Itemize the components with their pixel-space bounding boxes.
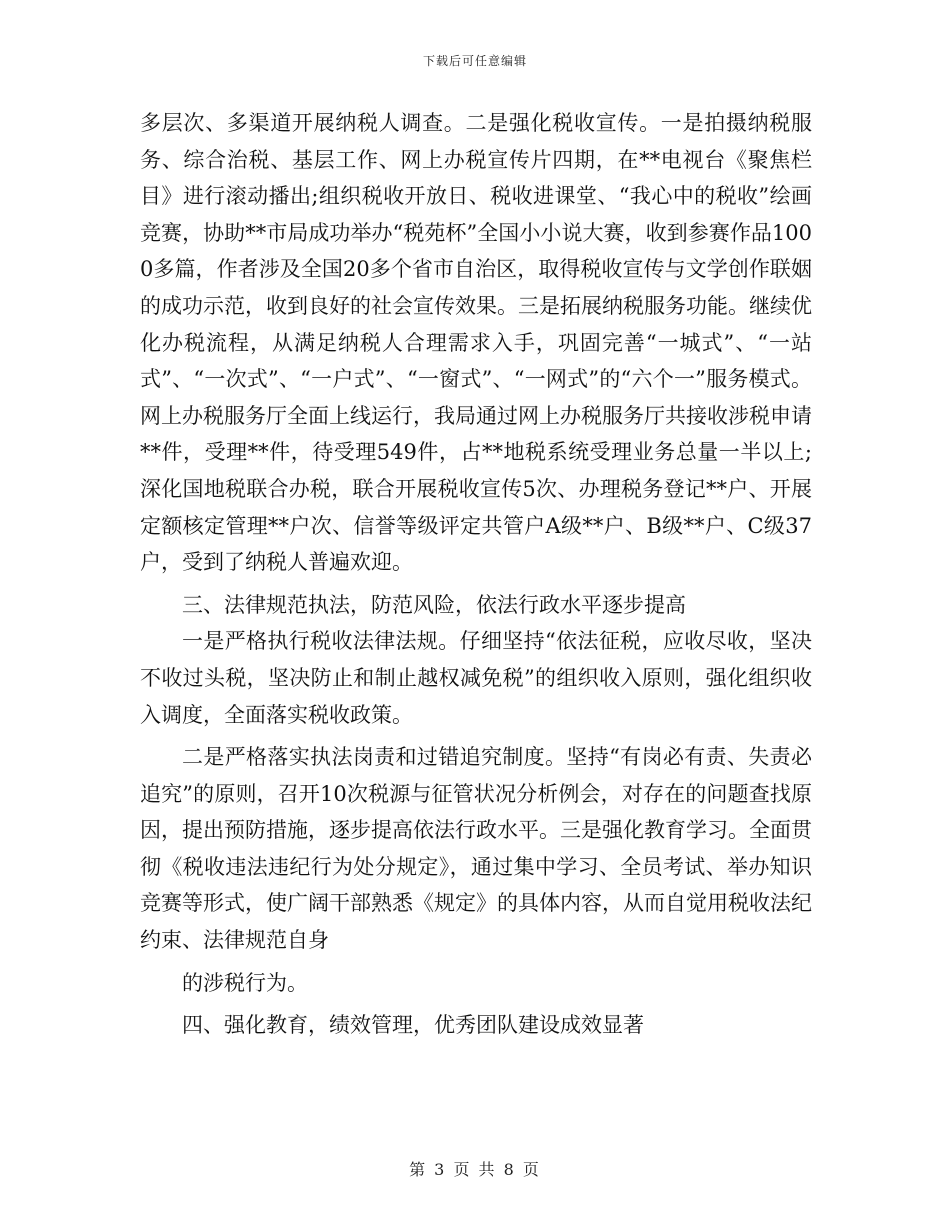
page-number-footer: 第 3 页 共 8 页 — [409, 1160, 541, 1179]
document-body — [140, 105, 812, 1044]
page-header: 下载后可任意编辑 — [422, 54, 527, 68]
section-heading-team-building: 四、强化教育，绩效管理，优秀团队建设成效显著 — [182, 1013, 644, 1038]
paragraph-tax-law: 一是严格执行税收法律法规。仔细坚持“依法征税，应收尽收，坚决不收过头税，坚决防止和制止越权减免税”的组织收入原则，强化组织收入调度，全面落实税收政策。 — [140, 629, 812, 727]
section-heading-law-enforcement: 三、法律规范执法，防范风险，依法行政水平逐步提高 — [182, 592, 686, 617]
paragraph-tax-service: 多层次、多渠道开展纳税人调查。二是强化税收宣传。一是拍摄纳税服务、综合治税、基层工作、网上办税宣传片四期，在**电视台《聚焦栏目》进行滚动播出;组织税收开放日、税收进课堂、“我心中的税收”绘画竞赛，协助**市局成功举办“税苑杯”全国小小说大赛，收到参赛作品1000多篇，作者涉及全国20多个省市自治区，取得税收宣传与文学创作联姻的成功示范，收到良好的社会宣传效果。三是拓展纳税服务功能。继续优化办税流程，从满足纳税人合理需求入手，巩固完善“一城式”、“一站式”、“一次式”、“一户式”、“一窗式”、“一网式”的“六个一”服务模式。网上办税服务厅全面上线运行，我局通过网上办税服务厅共接收涉税申请**件，受理**件，待受理549件，占**地税系统受理业务总量一半以上;深化国地税联合办税，联合开展税收宣传5次、办理税务登记**户、开展定额核定管理**户次、信誉等级评定共管户A级**户、B级**户、C级37户，受到了纳税人普遍欢迎。 — [140, 111, 812, 575]
paragraph-accountability: 二是严格落实执法岗责和过错追究制度。坚持“有岗必有责、失责必追究”的原则，召开10次税源与征管状况分析例会，对存在的问题查找原因，提出预防措施，逐步提高依法行政水平。三是强化教育学习。全面贯彻《税收违法违纪行为处分规定》，通过集中学习、全员考试、举办知识竞赛等形式，使广阔干部熟悉《规定》的具体内容，从而自觉用税收法纪约束、法律规范自身 — [140, 745, 812, 953]
paragraph-continuation: 的涉税行为。 — [182, 970, 308, 995]
